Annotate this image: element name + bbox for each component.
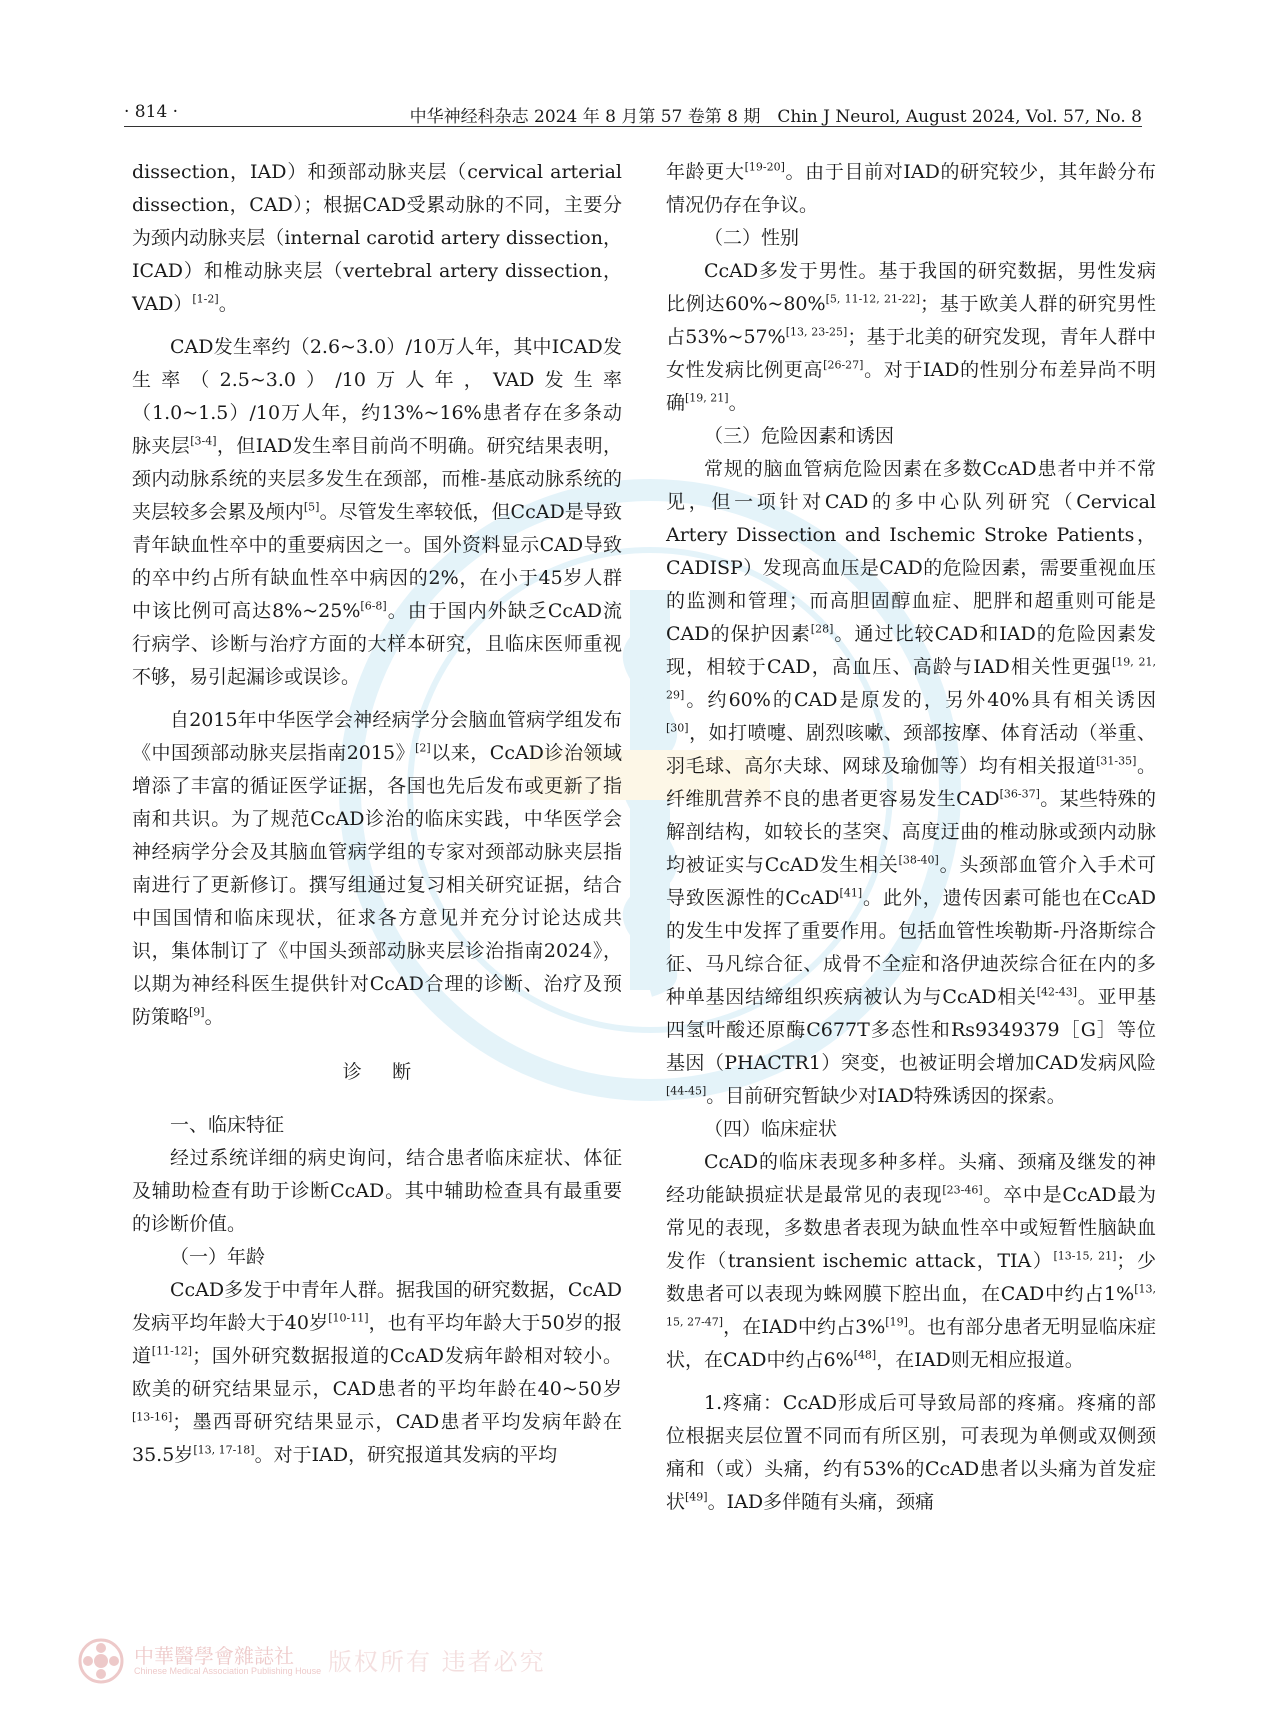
citation: [3-4] bbox=[190, 434, 217, 448]
running-header bbox=[124, 94, 1142, 127]
paragraph: 经过系统详细的病史询问，结合患者临床症状、体征及辅助检查有助于诊断CcAD。其中辅助检查具有最重要的诊断价值。 bbox=[132, 1147, 622, 1235]
citation: [30] bbox=[666, 721, 689, 735]
copyright-notice: 版权所有 违者必究 bbox=[328, 1648, 546, 1676]
citation: [31-35] bbox=[1096, 754, 1137, 768]
citation: [11-12] bbox=[151, 1344, 193, 1358]
citation: [2] bbox=[415, 741, 431, 755]
paragraph: 常规的脑血管病危险因素在多数CcAD患者中并不常见，但一项针对CAD的多中心队列研究（Cervical Artery Dissection and Ischemic Stroke Patients，CADISP）发现高血压是CAD的危险因素，需要重视血压的监测和管理；而高胆固醇血症、肥胖和超重则可能是CAD的保护因素[28]。通过比较CAD和IAD的危险因素发现，相较于CAD，高血压、高龄与IAD相关性更强[19, 21, 29]。约60%的CAD是原发的，另外40%具有相关诱因[30]，如打喷嚏、剧烈咳嗽、颈部按摩、体育活动（举重、羽毛球、高尔夫球、网球及瑜伽等）均有相关报道[31-35]。纤维肌营养不良的患者更容易发生CAD[36-37]。某些特殊的解剖结构，如较长的茎突、高度迂曲的椎动脉或颈内动脉均被证实与CcAD发生相关[38-40]。头颈部血管介入手术可导致医源性的CcAD[41]。此外，遗传因素可能也在CcAD的发生中发挥了重要作用。包括血管性埃勒斯-丹洛斯综合征、马凡综合征、成骨不全症和洛伊迪茨综合征在内的多种单基因结缔组织疾病被认为与CcAD相关[42-43]。亚甲基四氢叶酸还原酶C677T多态性和Rs9349379［G］等位基因（PHACTR1）突变，也被证明会增加CAD发病风险[44-45]。目前研究暂缺少对IAD特殊诱因的探索。 bbox=[666, 458, 1156, 1107]
citation: [19, 21, 29] bbox=[666, 655, 1156, 702]
subsection-heading: 一、临床特征 bbox=[170, 1114, 285, 1136]
citation: [48] bbox=[853, 1348, 877, 1362]
citation: [13, 15, 27-47] bbox=[666, 1282, 1156, 1329]
citation: [10-11] bbox=[328, 1311, 369, 1325]
citation: [5] bbox=[303, 500, 320, 514]
right-column bbox=[666, 156, 1156, 1519]
citation: [19] bbox=[885, 1315, 908, 1329]
paragraph: CcAD多发于男性。基于我国的研究数据，男性发病比例达60%~80%[5, 11-12, 21-22]；基于欧美人群的研究男性占53%~57%[13, 23-25]；基于北美的研究发现，青年人群中女性发病比例更高[26-27]。对于IAD的性别分布差异尚不明确[19, 21]。 bbox=[666, 260, 1156, 414]
citation: [19-20] bbox=[744, 160, 785, 174]
citation: [19, 21] bbox=[685, 391, 729, 405]
citation: [1-2] bbox=[192, 292, 219, 306]
citation: [13, 23-25] bbox=[785, 325, 848, 339]
citation: [13-16] bbox=[132, 1410, 173, 1424]
subsection-heading: （二）性别 bbox=[704, 227, 800, 249]
citation: [41] bbox=[839, 886, 863, 900]
publisher-name-en: Chinese Medical Association Publishing House bbox=[134, 1666, 322, 1676]
paragraph: 1.疼痛：CcAD形成后可导致局部的疼痛。疼痛的部位根据夹层位置不同而有所区别，可表现为单侧或双侧颈痛和（或）头痛，约有53%的CcAD患者以头痛为首发症状[49]。IAD多伴随有头痛，颈痛 bbox=[666, 1392, 1156, 1513]
paragraph: 年龄更大[19-20]。由于目前对IAD的研究较少，其年龄分布情况仍存在争议。 bbox=[666, 160, 1156, 216]
paragraph: CcAD的临床表现多种多样。头痛、颈痛及继发的神经功能缺损症状是最常见的表现[23-46]。卒中是CcAD最为常见的表现，多数患者表现为缺血性卒中或短暂性脑缺血发作（transient ischemic attack，TIA）[13-15, 21]；少数患者可以表现为蛛网膜下腔出血，在CAD中约占1%[13, 15, 27-47]，在IAD中约占3%[19]。也有部分患者无明显临床症状，在CAD中约占6%[48]，在IAD则无相应报道。 bbox=[666, 1151, 1156, 1371]
citation: [38-40] bbox=[898, 853, 939, 867]
citation: [36-37] bbox=[999, 787, 1040, 801]
paragraph: dissection，IAD）和颈部动脉夹层（cervical arterial dissection，CAD）；根据CAD受累动脉的不同，主要分为颈内动脉夹层（internal carotid artery dissection，ICAD）和椎动脉夹层（vertebral artery dissection，VAD）[1-2]。 bbox=[132, 161, 622, 315]
flower-seal-icon bbox=[78, 1638, 124, 1684]
citation: [5, 11-12, 21-22] bbox=[825, 292, 921, 306]
left-column bbox=[132, 156, 622, 1472]
paragraph: CAD发生率约（2.6~3.0）/10万人年，其中ICAD发生率（2.5~3.0）/10万人年，VAD发生率（1.0~1.5）/10万人年，约13%~16%患者存在多条动脉夹层[3-4]，但IAD发生率目前尚不明确。研究结果表明，颈内动脉系统的夹层多发生在颈部，而椎-基底动脉系统的夹层较多会累及颅内[5]。尽管发生率较低，但CcAD是导致青年缺血性卒中的重要病因之一。国外资料显示CAD导致的卒中约占所有缺血性卒中病因的2%，在小于45岁人群中该比例可高达8%~25%[6-8]。由于国内外缺乏CcAD流行病学、诊断与治疗方面的大样本研究，且临床医师重视不够，易引起漏诊或误诊。 bbox=[132, 336, 622, 688]
subsection-heading: （三）危险因素和诱因 bbox=[704, 425, 895, 447]
publisher-name: 中華醫學會雜誌社 bbox=[134, 1644, 294, 1668]
citation: [9] bbox=[189, 1005, 205, 1019]
citation: [13, 17-18] bbox=[193, 1443, 255, 1457]
citation: [49] bbox=[685, 1490, 708, 1504]
citation: [13-15, 21] bbox=[1053, 1249, 1117, 1263]
citation: [28] bbox=[810, 622, 834, 636]
journal-citation: 中华神经科杂志 2024 年 8 月第 57 卷第 8 期 Chin J Neurol, August 2024, Vol. 57, No. 8 bbox=[409, 107, 1142, 127]
publisher-logo bbox=[78, 1636, 638, 1686]
citation: [44-45] bbox=[666, 1084, 707, 1098]
page-number: · 814 · bbox=[124, 102, 179, 122]
citation: [42-43] bbox=[1036, 985, 1078, 999]
subsection-heading: （一）年龄 bbox=[170, 1246, 266, 1268]
citation: [6-8] bbox=[360, 599, 387, 613]
subsection-heading: （四）临床症状 bbox=[704, 1118, 838, 1140]
paragraph: CcAD多发于中青年人群。据我国的研究数据，CcAD发病平均年龄大于40岁[10-11]，也有平均年龄大于50岁的报道[11-12]；国外研究数据报道的CcAD发病年龄相对较小。欧美的研究结果显示，CAD患者的平均年龄在40~50岁[13-16]；墨西哥研究结果显示，CAD患者平均发病年龄在35.5岁[13, 17-18]。对于IAD，研究报道其发病的平均 bbox=[132, 1279, 622, 1466]
citation: [26-27] bbox=[823, 358, 864, 372]
citation: [23-46] bbox=[942, 1183, 983, 1197]
section-heading: 诊断 bbox=[342, 1061, 442, 1083]
paragraph: 自2015年中华医学会神经病学分会脑血管病学组发布《中国颈部动脉夹层指南2015》[2]以来，CcAD诊治领域增添了丰富的循证医学证据，各国也先后发布或更新了指南和共识。为了规范CcAD诊治的临床实践，中华医学会神经病学分会及其脑血管病学组的专家对颈部动脉夹层指南进行了更新修订。撰写组通过复习相关研究证据，结合中国国情和临床现状，征求各方意见并充分讨论达成共识，集体制订了《中国头颈部动脉夹层诊治指南2024》，以期为神经科医生提供针对CcAD合理的诊断、治疗及预防策略[9]。 bbox=[132, 709, 622, 1028]
